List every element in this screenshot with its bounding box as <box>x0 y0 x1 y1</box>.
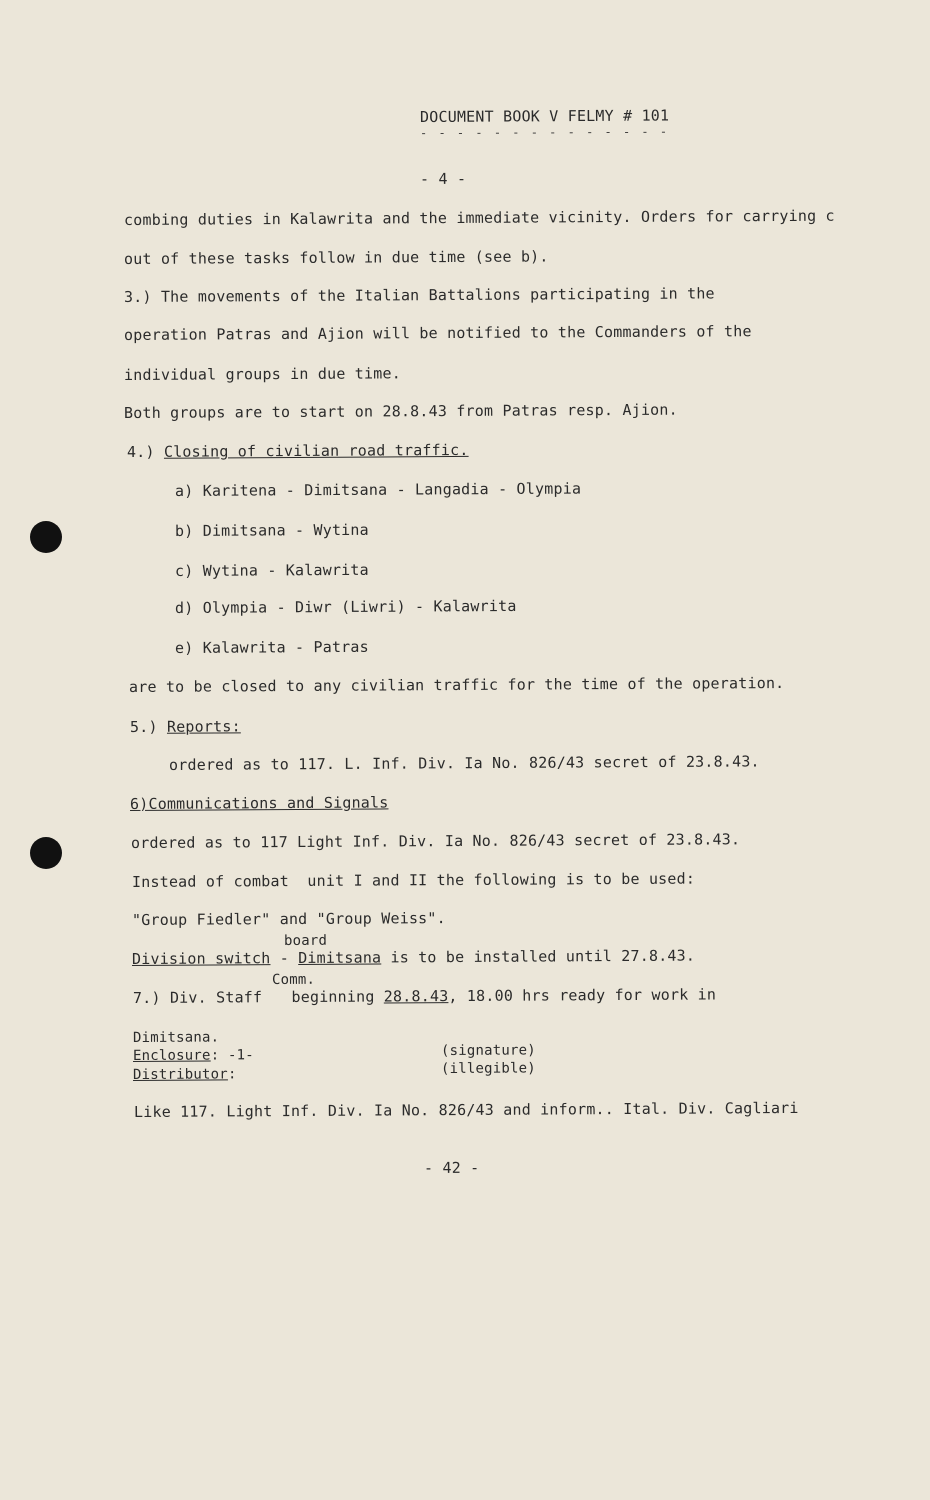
list-item: b) Dimitsana - Wytina <box>174 520 369 540</box>
list-item: a) Karitena - Dimitsana - Langadia - Olympia <box>174 479 582 500</box>
punch-hole-top <box>30 521 62 553</box>
page-marker: - 4 - <box>419 169 467 188</box>
underlined-text: Distributor <box>132 1066 228 1083</box>
section-title: Reports: <box>166 717 241 736</box>
text-line: "Group Fiedler" and "Group Weiss". <box>131 909 446 929</box>
page-number: - 42 - <box>423 1158 480 1177</box>
text-line: 3.) The movements of the Italian Battalions participating in the <box>123 284 715 306</box>
document-title: DOCUMENT BOOK V FELMY # 101 <box>419 106 670 126</box>
insertion-note: board <box>283 932 328 949</box>
text-line: operation Patras and Ajion will be notified to the Commanders of the <box>123 322 752 344</box>
text-line <box>132 947 695 968</box>
text-line: individual groups in due time. <box>123 364 401 384</box>
section-heading: 6)Communications and Signals <box>129 793 389 813</box>
text-line: Dimitsana. <box>132 1029 220 1046</box>
text-line <box>133 1066 237 1083</box>
underlined-text: Dimitsana <box>298 948 382 967</box>
signature-note: (illegible) <box>440 1060 536 1077</box>
list-item: e) Kalawrita - Patras <box>174 637 369 657</box>
text-line: Like 117. Light Inf. Div. Ia No. 826/43 and inform.. Ital. Div. Cagliari <box>133 1098 799 1121</box>
text-line: out of these tasks follow in due time (see b). <box>123 247 549 268</box>
section-title: Closing of civilian road traffic. <box>163 440 469 461</box>
punch-hole-bottom <box>30 837 62 869</box>
text-line: Both groups are to start on 28.8.43 from Patras resp. Ajion. <box>123 400 678 422</box>
text-line: Instead of combat unit I and II the following is to be used: <box>131 869 696 891</box>
insertion-note: Comm. <box>271 971 316 988</box>
signature-note: (signature) <box>440 1042 536 1059</box>
text-line: ordered as to 117. L. Inf. Div. Ia No. 826/43 secret of 23.8.43. <box>168 752 760 774</box>
underlined-text: 28.8.43 <box>383 987 449 1006</box>
section-number: 5.) <box>129 717 167 736</box>
title-underline: - - - - - - - - - - - - - - <box>419 124 670 140</box>
text-line: combing duties in Kalawrita and the immediate vicinity. Orders for carrying c <box>123 206 835 229</box>
section-heading <box>130 717 241 736</box>
text-fragment: : <box>227 1066 237 1083</box>
text-fragment: , 18.00 hrs ready for work in <box>448 985 717 1006</box>
text-line <box>133 985 716 1007</box>
list-item: d) Olympia - Diwr (Liwri) - Kalawrita <box>174 596 517 617</box>
text-line <box>133 1047 254 1064</box>
text-line: are to be closed to any civilian traffic for the time of the operation. <box>128 673 785 696</box>
underlined-text: Division switch <box>131 949 271 968</box>
text-fragment: beginning <box>291 987 384 1007</box>
text-fragment: - <box>270 948 299 968</box>
list-item: c) Wytina - Kalawrita <box>174 560 369 580</box>
section-number: 4.) <box>126 442 164 461</box>
section-heading <box>127 441 469 461</box>
text-fragment: 7.) Div. Staff <box>132 988 272 1007</box>
text-line: ordered as to 117 Light Inf. Div. Ia No. 826/43 secret of 23.8.43. <box>130 830 741 852</box>
underlined-text: Enclosure <box>132 1047 211 1064</box>
text-fragment: is to be installed until 27.8.43. <box>381 946 696 967</box>
text-fragment: : -1- <box>210 1047 254 1064</box>
